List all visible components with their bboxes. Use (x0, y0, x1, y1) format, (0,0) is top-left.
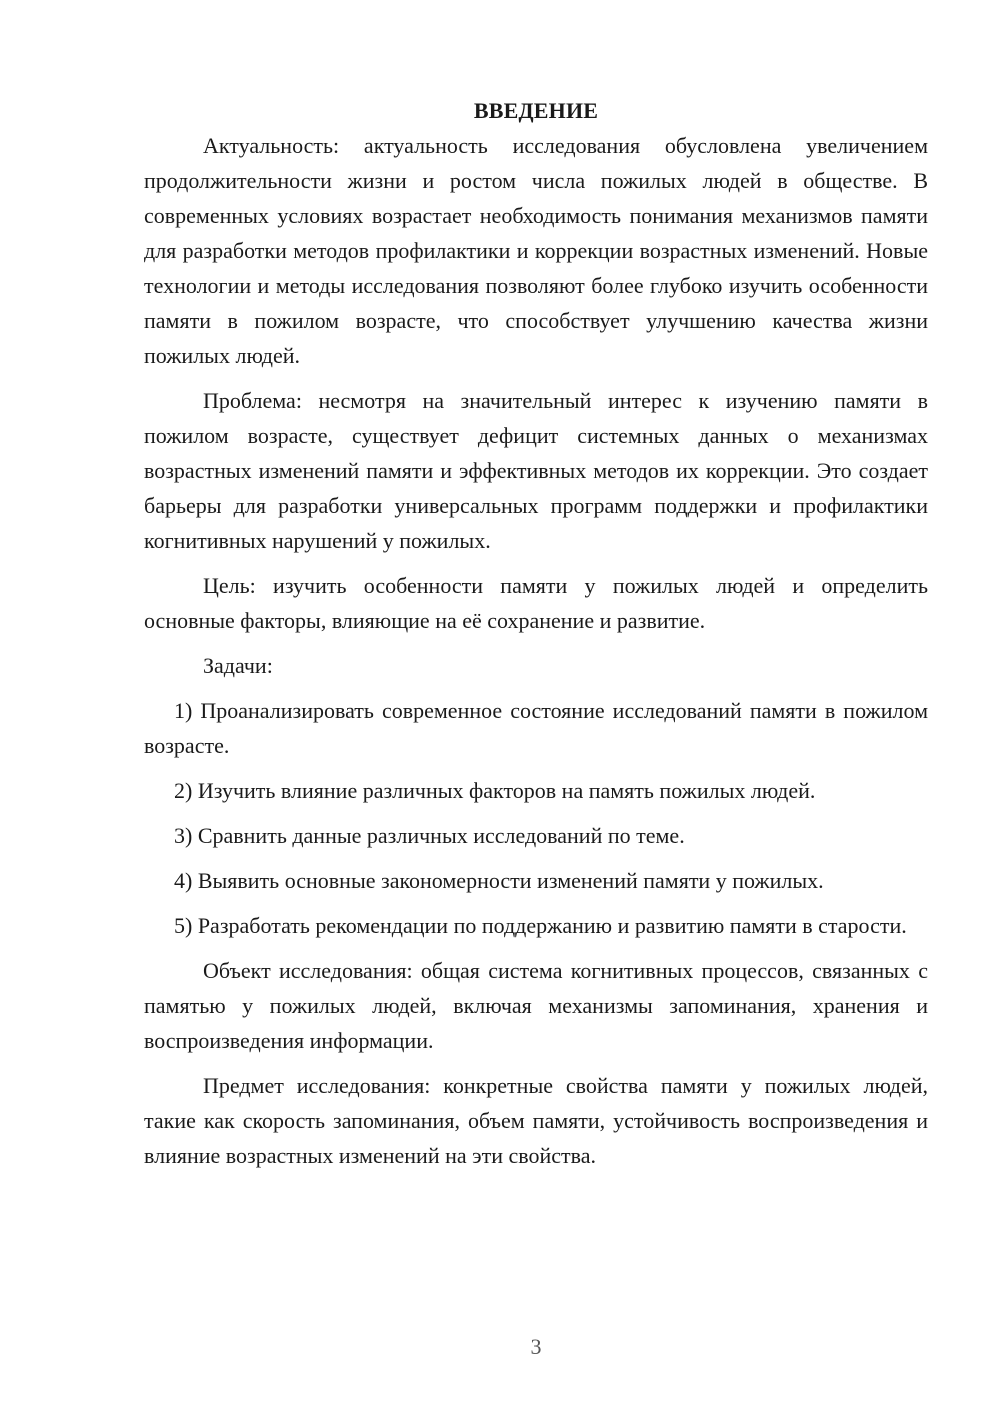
goal-paragraph: Цель: изучить особенности памяти у пожилых людей и определить основные факторы, влияющие на её сохранение и развитие. (144, 573, 928, 633)
page-number: 3 (530, 1334, 542, 1359)
problem-paragraph: Проблема: несмотря на значительный интерес к изучению памяти в пожилом возрасте, существует дефицит системных данных о механизмах возрастных изменений памяти и эффективных методов их коррекции. Это создает барьеры для разработки универсальных программ поддержки и профилактики когнитивных нарушений у пожилых. (144, 388, 928, 553)
relevance-paragraph: Актуальность: актуальность исследования обусловлена увеличением продолжительности жизни и ростом числа пожилых людей в обществе. В современных условиях возрастает необходимость понимания механизмов памяти для разработки методов профилактики и коррекции возрастных изменений. Новые технологии и методы исследования позволяют более глубоко изучить особенности памяти в пожилом возрасте, что способствует улучшению качества жизни пожилых людей. (144, 133, 928, 368)
task-item-4: 4) Выявить основные закономерности изменений памяти у пожилых. (174, 868, 824, 893)
tasks-heading: Задачи: (203, 653, 273, 678)
task-item-5: 5) Разработать рекомендации по поддержанию и развитию памяти в старости. (174, 913, 907, 938)
task-item-2: 2) Изучить влияние различных факторов на память пожилых людей. (174, 778, 816, 803)
subject-paragraph: Предмет исследования: конкретные свойства памяти у пожилых людей, такие как скорость запоминания, объем памяти, устойчивость воспроизведения и влияние возрастных изменений на эти свойства. (144, 1073, 928, 1168)
section-title: ВВЕДЕНИЕ (473, 98, 599, 123)
task-item-1: 1) Проанализировать современное состояние исследований памяти в пожилом возрасте. (144, 698, 928, 758)
document-page (144, 93, 928, 1183)
object-paragraph: Объект исследования: общая система когнитивных процессов, связанных с памятью у пожилых людей, включая механизмы запоминания, хранения и воспроизведения информации. (144, 958, 928, 1053)
task-item-3: 3) Сравнить данные различных исследований по теме. (174, 823, 685, 848)
